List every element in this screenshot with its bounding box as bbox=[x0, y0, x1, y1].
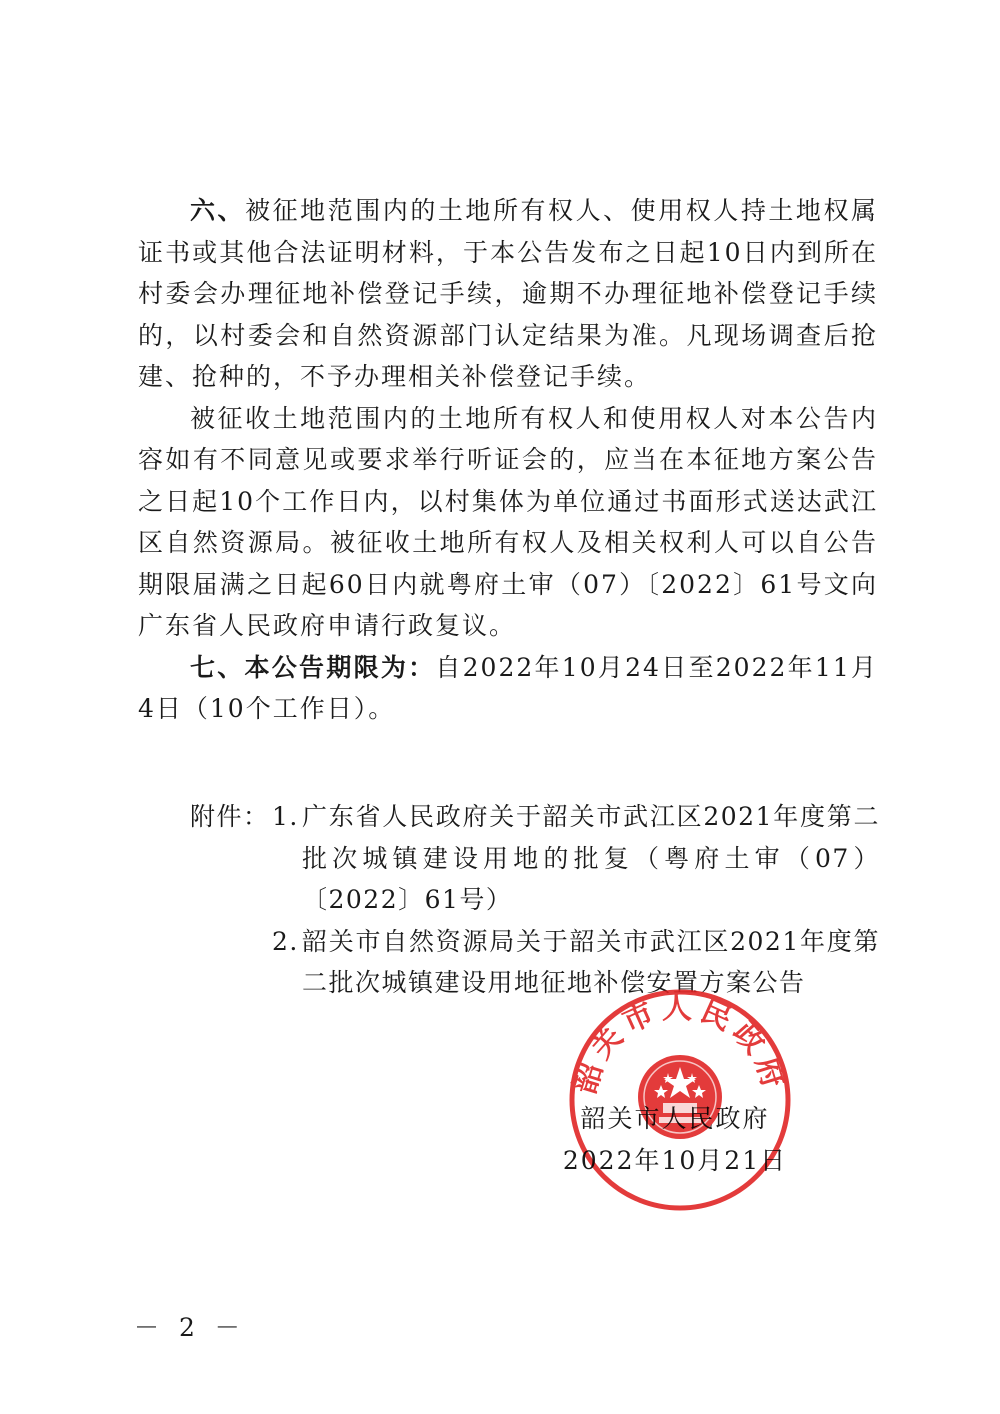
attachments-label: 附件： bbox=[190, 802, 270, 831]
paragraph-seven bbox=[138, 647, 878, 730]
attachments bbox=[190, 796, 880, 1004]
paragraph-six-heading: 六、 bbox=[190, 196, 246, 225]
body-text bbox=[138, 190, 878, 730]
paragraph-six-body: 被征地范围内的土地所有权人、使用权人持土地权属证书或其他合法证明材料，于本公告发布之日起10日内到所在村委会办理征地补偿登记手续，逾期不办理征地补偿登记手续的，以村委会和自然资源部门认定结果为准。凡现场调查后抢建、抢种的，不予办理相关补偿登记手续。 bbox=[138, 196, 878, 391]
page-number: － 2 － bbox=[134, 1313, 246, 1342]
paragraph-seven-body: 自2022年10月24日至2022年11月4日（10个工作日）。 bbox=[138, 652, 878, 723]
paragraph-seven-heading: 七、本公告期限为： bbox=[190, 652, 436, 682]
attachment-text: 广东省人民政府关于韶关市武江区2021年度第二批次城镇建设用地的批复（粤府土审（07）〔2022〕61号） bbox=[302, 802, 880, 914]
issuer-name: 韶关市人民政府 bbox=[580, 1104, 770, 1133]
paragraph-objection: 被征收土地范围内的土地所有权人和使用权人对本公告内容如有不同意见或要求举行听证会的，应当在本征地方案公告之日起10个工作日内，以村集体为单位通过书面形式送达武江区自然资源局。被征收土地所有权人及相关权利人可以自公告期限届满之日起60日内就粤府土审（07）〔2022〕61号文向广东省人民政府申请行政复议。 bbox=[138, 403, 878, 640]
paragraph-six bbox=[138, 190, 878, 398]
issue-date: 2022年10月21日 bbox=[562, 1145, 788, 1175]
seal-text: 韶关市人民政府 bbox=[567, 991, 793, 1098]
signature-block bbox=[560, 1098, 790, 1181]
attachment-number: 1. bbox=[272, 802, 299, 831]
attachment-text: 韶关市自然资源局关于韶关市武江区2021年度第二批次城镇建设用地征地补偿安置方案公告 bbox=[302, 926, 880, 997]
attachment-number: 2. bbox=[272, 926, 299, 956]
attachment-item bbox=[190, 796, 880, 921]
